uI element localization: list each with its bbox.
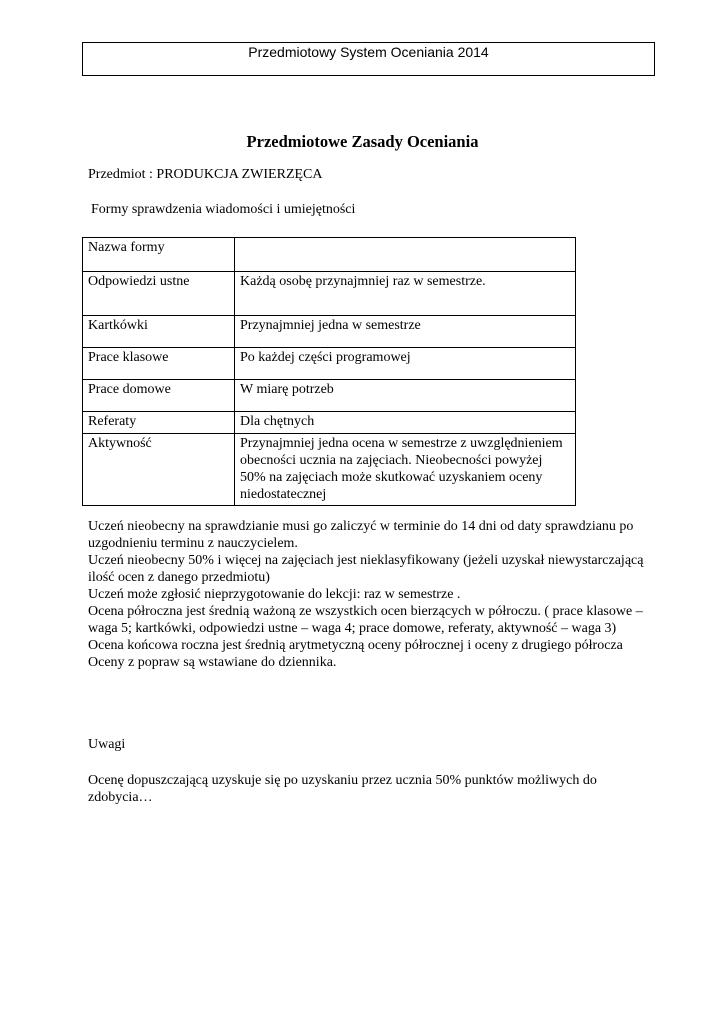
grading-rules — [88, 518, 658, 671]
remarks-text: Ocenę dopuszczającą uzyskuje się po uzyskaniu przez ucznia 50% punktów możliwych do zdobycia… — [88, 773, 597, 805]
table-cell-form: Odpowiedzi ustne — [83, 272, 235, 316]
table-cell-form: Prace klasowe — [83, 348, 235, 380]
table-row — [83, 316, 576, 348]
table-cell-desc — [235, 238, 576, 272]
rule-paragraph: Uczeń nieobecny na sprawdzianie musi go zaliczyć w terminie do 14 dni od daty sprawdzianu po uzgodnieniu terminu z nauczycielem. — [88, 519, 634, 551]
rule-paragraph: Ocena końcowa roczna jest średnią arytmetyczną oceny półrocznej i oceny z drugiego półrocza — [88, 638, 623, 653]
table-cell-form: Aktywność — [83, 434, 235, 506]
rule-paragraph: Oceny z popraw są wstawiane do dziennika. — [88, 655, 337, 670]
table-cell-form: Prace domowe — [83, 380, 235, 412]
table-row — [83, 434, 576, 506]
table-cell-desc: Dla chętnych — [235, 412, 576, 434]
rule-paragraph: Ocena półroczna jest średnią ważoną ze wszystkich ocen bierzących w półroczu. ( prace klasowe – waga 5; kartkówki, odpowiedzi ustne – waga 4; prace domowe, referaty, aktywność – waga 3) — [88, 604, 643, 636]
table-row — [83, 412, 576, 434]
table-row — [83, 238, 576, 272]
page-header — [82, 42, 655, 76]
assessment-forms-table — [82, 237, 576, 506]
rule-paragraph: Uczeń może zgłosić nieprzygotowanie do lekcji: raz w semestrze . — [88, 587, 461, 602]
document-title: Przedmiotowe Zasady Oceniania — [246, 132, 479, 151]
rule-paragraph: Uczeń nieobecny 50% i więcej na zajęciach jest nieklasyfikowany (jeżeli uzyskał niewystarczającą ilość ocen z danego przedmiotu) — [88, 553, 644, 585]
remarks-heading: Uwagi — [88, 737, 126, 752]
table-row — [83, 348, 576, 380]
table-cell-desc: Przynajmniej jedna w semestrze — [235, 316, 576, 348]
subject-line: Przedmiot : PRODUKCJA ZWIERZĘCA — [88, 167, 323, 182]
header-title: Przedmiotowy System Oceniania 2014 — [248, 44, 489, 60]
table-cell-form: Nazwa formy — [83, 238, 235, 272]
table-cell-desc: Każdą osobę przynajmniej raz w semestrze. — [235, 272, 576, 316]
table-cell-desc: Po każdej części programowej — [235, 348, 576, 380]
table-cell-desc: W miarę potrzeb — [235, 380, 576, 412]
table-row — [83, 272, 576, 316]
forms-heading: Formy sprawdzenia wiadomości i umiejętności — [91, 202, 356, 217]
table-cell-form: Kartkówki — [83, 316, 235, 348]
table-row — [83, 380, 576, 412]
table-cell-desc: Przynajmniej jedna ocena w semestrze z uwzględnieniem obecności ucznia na zajęciach. Nieobecności powyżej 50% na zajęciach może skutkować uzyskaniem oceny niedostatecznej — [235, 434, 576, 506]
table-cell-form: Referaty — [83, 412, 235, 434]
